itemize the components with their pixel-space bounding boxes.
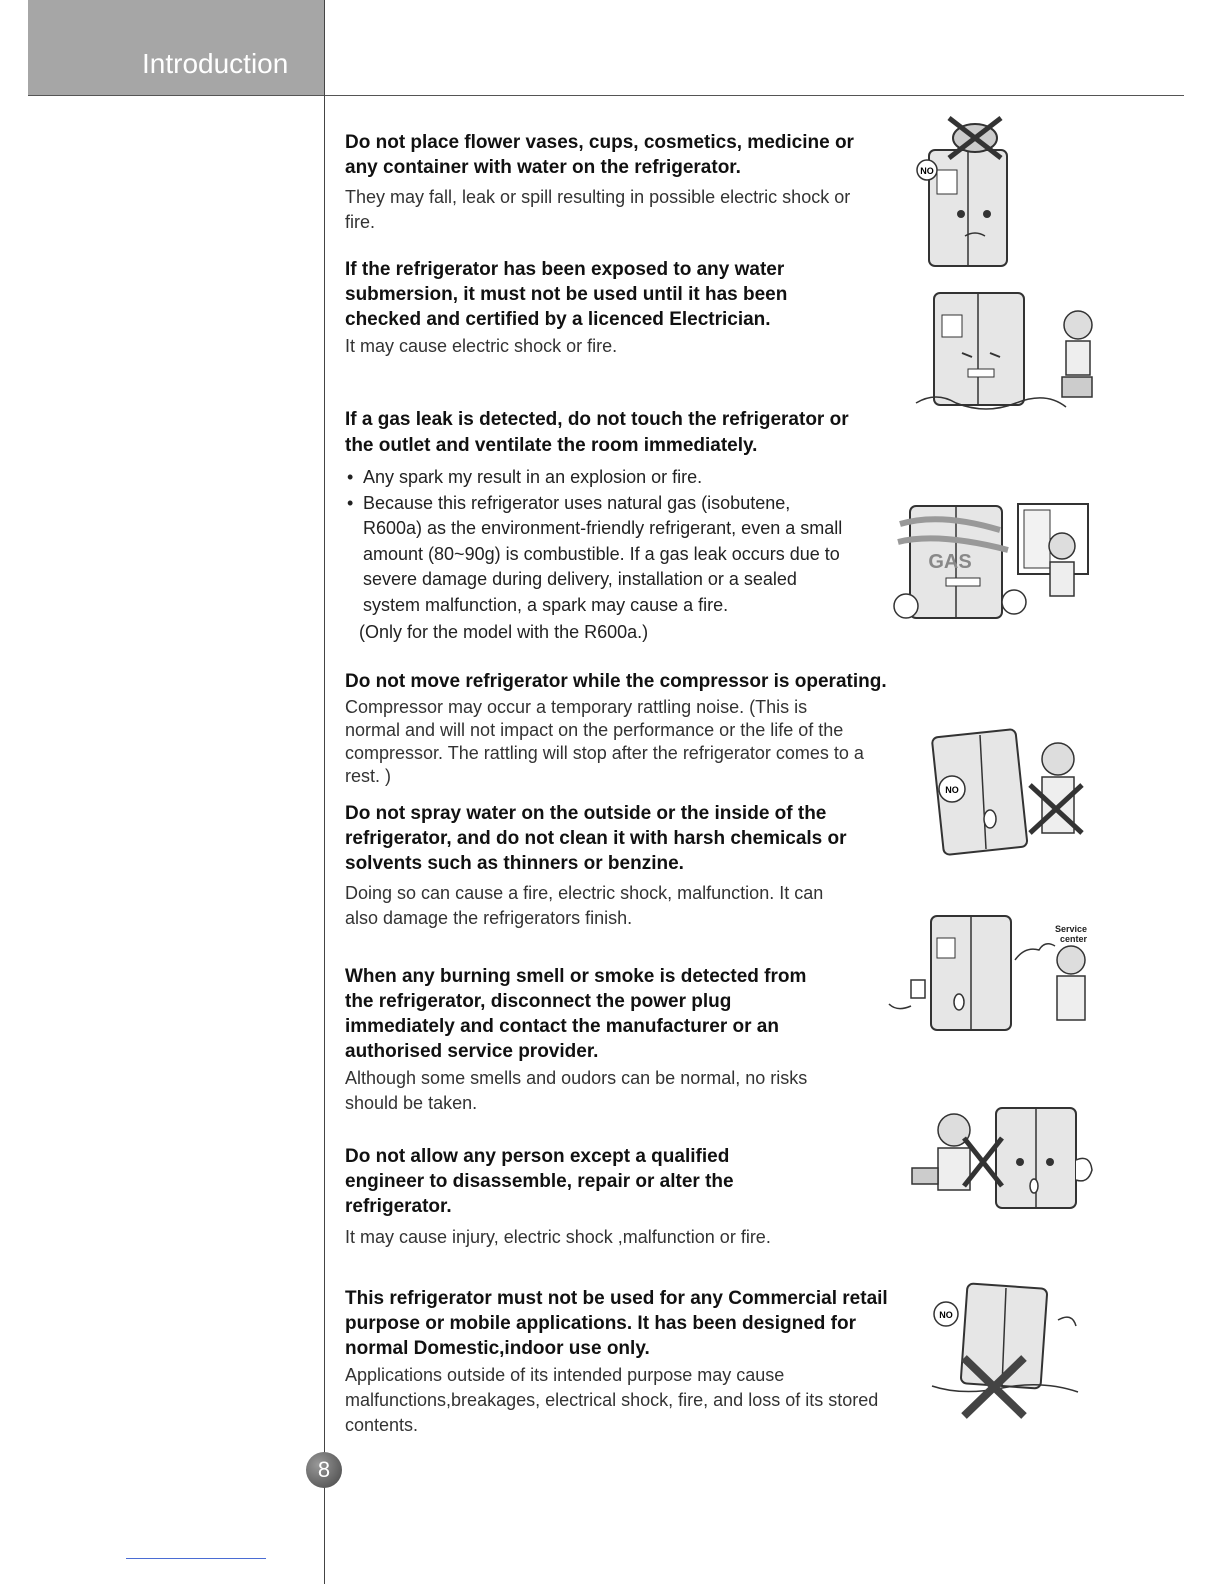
header-tab <box>28 0 324 96</box>
footer-link-line <box>126 1558 266 1559</box>
bullet-item: • Because this refrigerator uses natural gas (isobutene, R600a) as the environment-friendly refrigerant, even a small amount (80~90g) is combustible. If a gas leak occurs due to severe damage during delivery, installation or a sealed system malfunction, a spark may cause a fire. <box>345 491 853 619</box>
margin-rule <box>324 0 325 1584</box>
warning-disassemble <box>345 1144 805 1250</box>
model-note: (Only for the model with the R600a.) <box>359 622 649 642</box>
illustration-compressor-operating <box>930 715 1095 865</box>
warning-compressor <box>345 669 945 788</box>
warning-submersion <box>345 257 845 359</box>
warning-heading: Do not move refrigerator while the compressor is operating. <box>345 671 887 692</box>
illustration-gas-leak <box>892 490 1107 625</box>
warning-spray-water <box>345 801 865 931</box>
illustration-fridge-with-vase <box>915 110 1040 270</box>
warning-body: Doing so can cause a fire, electric shock, malfunction. It can also damage the refrigerators finish. <box>345 883 824 928</box>
warning-gas-leak <box>345 407 865 645</box>
warning-body: Although some smells and oudors can be normal, no risks should be taken. <box>345 1068 808 1113</box>
warning-heading: When any burning smell or smoke is detected from the refrigerator, disconnect the power plug immediately and contact the manufacturer or an authorised service provider. <box>345 966 807 1062</box>
no-label: NO <box>945 785 959 795</box>
warning-body: Applications outside of its intended purpose may cause malfunctions,breakages, electrical shock, fire, and loss of its stored contents. <box>345 1365 879 1435</box>
warning-heading: If the refrigerator has been exposed to any water submersion, it must not be used until it has been checked and certified by a licenced Electrician. <box>345 259 788 330</box>
warning-heading: Do not spray water on the outside or the inside of the refrigerator, and do not clean it with harsh chemicals or solvents such as thinners or benzine. <box>345 803 847 874</box>
warning-body: They may fall, leak or spill resulting in possible electric shock or fire. <box>345 187 851 232</box>
illustration-disassemble <box>898 1100 1098 1210</box>
service-center-label: Service center <box>1054 924 1087 944</box>
no-label: NO <box>920 166 934 176</box>
warning-vases <box>345 130 865 235</box>
header-rule <box>28 95 1184 96</box>
warning-bullets <box>345 465 865 618</box>
warning-heading: This refrigerator must not be used for any Commercial retail purpose or mobile applications. It has been designed for normal Domestic,indoor use only. <box>345 1288 888 1359</box>
illustration-commercial-use <box>928 1280 1088 1420</box>
gas-label: GAS <box>928 551 972 573</box>
warning-commercial-use <box>345 1286 890 1438</box>
warning-body: Compressor may occur a temporary rattling noise. (This is normal and will not impact on the performance or the life of the compressor. The rattling will stop after the refrigerator comes to a rest. ) <box>345 697 864 786</box>
warning-burning-smell <box>345 964 835 1116</box>
warning-heading: Do not allow any person except a qualified engineer to disassemble, repair or alter the refrigerator. <box>345 1146 734 1217</box>
warning-body: It may cause injury, electric shock ,malfunction or fire. <box>345 1227 771 1247</box>
illustration-burning-smell <box>885 910 1100 1040</box>
page-number: 8 <box>306 1452 342 1488</box>
no-label: NO <box>939 1310 953 1320</box>
page-title: Introduction <box>142 48 289 79</box>
illustration-submerged-fridge <box>910 285 1105 420</box>
warning-heading: Do not place flower vases, cups, cosmetics, medicine or any container with water on the refrigerator. <box>345 132 854 178</box>
bullet-item: • Any spark my result in an explosion or fire. <box>345 465 865 491</box>
warning-body: It may cause electric shock or fire. <box>345 336 618 356</box>
warning-heading: If a gas leak is detected, do not touch the refrigerator or the outlet and ventilate the room immediately. <box>345 409 849 456</box>
